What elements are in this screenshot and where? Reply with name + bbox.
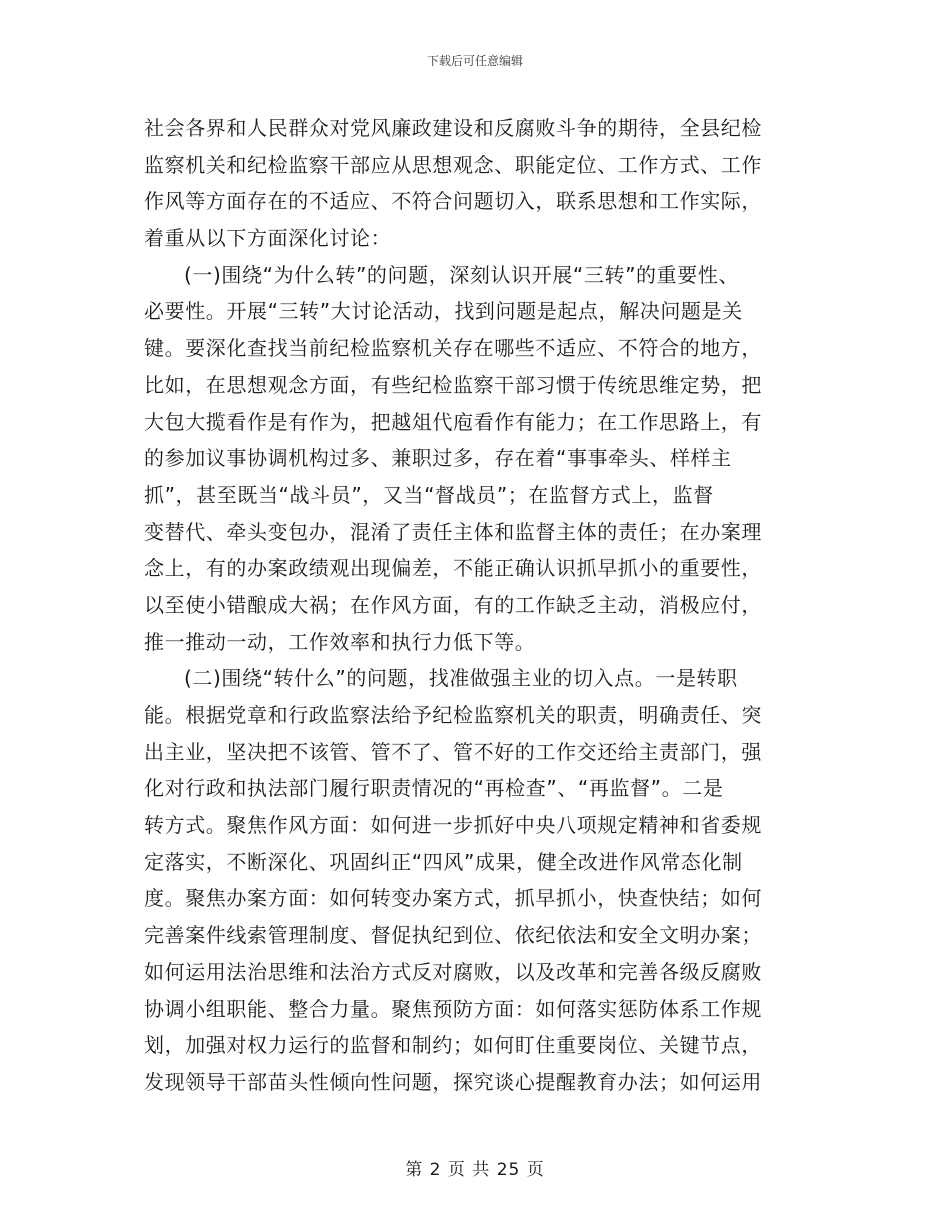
- text-line: 抓”，甚至既当“战斗员”，又当“督战员”；在监督方式上，监督: [144, 482, 714, 507]
- text-line: 推一推动一动，工作效率和执行力低下等。: [144, 629, 536, 654]
- page-number-footer: 第 2 页 共 25 页: [405, 1160, 545, 1180]
- text-line: 出主业，坚决把不该管、管不了、管不好的工作交还给主责部门，强: [144, 739, 762, 764]
- text-line: 完善案件线索管理制度、督促执纪到位、依纪依法和安全文明办案；: [144, 923, 762, 948]
- document-body: [144, 110, 814, 1101]
- text-line: 监察机关和纪检监察干部应从思想观念、职能定位、工作方式、工作: [144, 152, 762, 177]
- text-line: 的参加议事协调机构过多、兼职过多，存在着“事事牵头、样样主: [144, 446, 732, 471]
- text-line: 定落实，不断深化、巩固纠正“四风”成果，健全改进作风常态化制: [144, 849, 743, 874]
- text-line: 转方式。聚焦作风方面：如何进一步抓好中央八项规定精神和省委规: [144, 813, 762, 838]
- text-line: 必要性。开展“三转”大讨论活动，找到问题是起点，解决问题是关: [144, 299, 743, 324]
- text-line: 如何运用法治思维和法治方式反对腐败，以及改革和完善各级反腐败: [144, 959, 762, 984]
- text-line: 度。聚焦办案方面：如何转变办案方式，抓早抓小，快查快结；如何: [144, 886, 762, 911]
- text-line: 化对行政和执法部门履行职责情况的“再检查”、“再监督”。二是: [144, 776, 724, 801]
- text-line: 社会各界和人民群众对党风廉政建设和反腐败斗争的期待，全县纪检: [144, 116, 762, 140]
- text-line: 比如，在思想观念方面，有些纪检监察干部习惯于传统思维定势，把: [144, 372, 762, 397]
- text-line: 发现领导干部苗头性倾向性问题，探究谈心提醒教育办法；如何运用: [144, 1069, 762, 1094]
- text-line: 协调小组职能、整合力量。聚焦预防方面：如何落实惩防体系工作规: [144, 996, 762, 1021]
- text-line: 变替代、牵头变包办，混淆了责任主体和监督主体的责任；在办案理: [144, 519, 762, 544]
- text-line: 作风等方面存在的不适应、不符合问题切入，联系思想和工作实际，: [144, 189, 762, 214]
- text-line: (一)围绕“为什么转”的问题，深刻认识开展“三转”的重要性、: [184, 262, 740, 287]
- page-header: 下载后可任意编辑: [426, 54, 523, 68]
- text-line: 以至使小错酿成大祸；在作风方面，有的工作缺乏主动，消极应付，: [144, 592, 762, 617]
- text-line: 键。要深化查找当前纪检监察机关存在哪些不适应、不符合的地方，: [144, 336, 762, 361]
- text-line: 大包大揽看作是有作为，把越俎代庖看作有能力；在工作思路上，有: [144, 409, 762, 434]
- text-line: 着重从以下方面深化讨论：: [144, 226, 392, 251]
- text-line: 能。根据党章和行政监察法给予纪检监察机关的职责，明确责任、突: [144, 703, 762, 727]
- text-line: 划，加强对权力运行的监督和制约；如何盯住重要岗位、关键节点，: [144, 1033, 762, 1058]
- text-line: (二)围绕“转什么”的问题，找准做强主业的切入点。一是转职: [184, 666, 738, 691]
- text-line: 念上，有的办案政绩观出现偏差，不能正确认识抓早抓小的重要性，: [144, 556, 762, 581]
